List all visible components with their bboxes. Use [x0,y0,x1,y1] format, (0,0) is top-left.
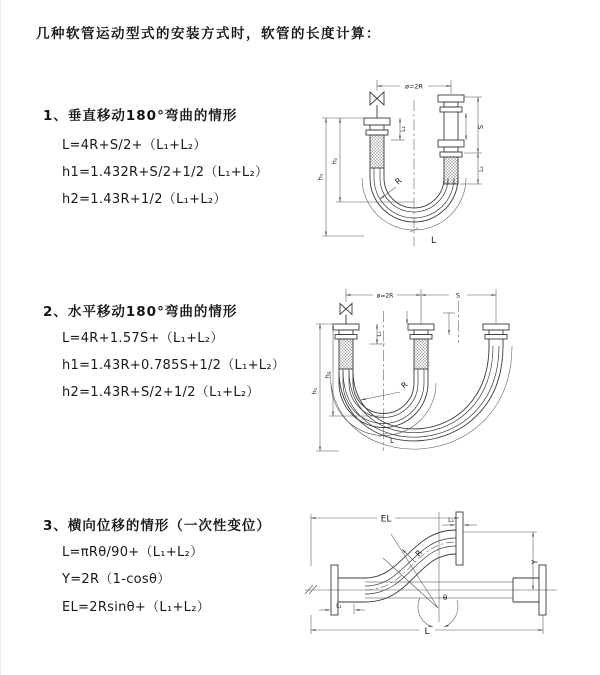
hose-assembly [331,512,546,615]
label-h2: h₂ [330,157,339,165]
label-s: S [455,291,461,300]
section-1-formula-h1: h1=1.432R+S/2+1/2（L₁+L₂） [62,165,269,180]
radius-leader [402,549,415,562]
angle-arc-left [418,598,433,627]
radius-construction-a [391,534,438,608]
shifted-flange [483,324,509,339]
center-flange [408,324,434,339]
label-r: R [399,380,410,391]
section-2-formula-h2: h2=1.43R+S/2+1/2（L₁+L₂） [62,385,260,400]
label-theta: θ [443,594,448,602]
section-1-heading: 1、垂直移动180°弯曲的情形 [43,108,238,124]
label-el: EL [380,514,392,525]
left-braided-hose [339,339,353,369]
angle-arc-right [444,600,458,627]
label-l1: L₁ [400,126,407,132]
section-3-formula-EL: EL=2Rsinθ+（L₁+L₂） [62,600,211,615]
label-r: R [413,548,425,559]
radius-leader [361,392,400,400]
label-l: L [424,627,430,637]
left-flange [333,324,359,339]
centerline-break [305,585,317,594]
diagram-vertical-180-bend [314,66,534,256]
label-h1: h₁ [311,387,319,395]
label-l2: L₂ [448,517,454,524]
hose-assembly [333,304,509,441]
diagram-lateral-displacement [299,500,564,650]
label-l2: L₂ [478,166,485,172]
displaced-flange [456,512,463,565]
section-2-formula-h1: h1=1.43R+0.785S+1/2（L₁+L₂） [62,358,286,373]
right-flange-lower [438,140,464,157]
radius-leader [380,187,396,199]
label-h2: h₂ [323,371,332,379]
page-title: 几种软管运动型式的安装方式时，软管的长度计算： [36,26,381,42]
section-1-formula-L: L=4R+S/2+（L₁+L₂） [62,138,207,153]
label-span: ø=2R [376,292,394,300]
construction-lines [305,512,557,634]
dimension-labels [311,292,460,446]
section-3-formula-Y: Y=2R（1-cosθ） [62,572,171,587]
valve-icon [370,92,384,105]
diagram-horizontal-180-bend [311,283,551,463]
right-braided-hose [444,157,458,184]
section-3-formula-L: L=πRθ/90+（L₁+L₂） [62,545,204,560]
section-2-formula-L: L=4R+1.57S+（L₁+L₂） [62,331,224,346]
right-flange-upper [438,95,464,112]
s-curve-hose-displaced [365,530,456,602]
left-braided-hose [370,135,384,168]
label-l: L [431,236,437,246]
label-s: S [477,124,485,130]
left-flange [364,118,390,135]
section-1-formula-h2: h2=1.43R+1/2（L₁+L₂） [62,192,227,207]
label-y: Y [530,559,540,565]
label-r: R [393,176,404,187]
valve-icon [340,304,352,315]
section-3-heading: 3、横向位移的情形（一次性变位） [43,518,271,534]
label-l: L [390,437,394,445]
label-l1: L₁ [336,602,342,610]
center-braided-hose [414,339,428,369]
section-2-heading: 2、水平移动180°弯曲的情形 [43,304,238,320]
label-h1: h₁ [316,173,325,181]
label-l1: L₁ [377,331,383,337]
label-span: ø=2R [404,82,424,91]
